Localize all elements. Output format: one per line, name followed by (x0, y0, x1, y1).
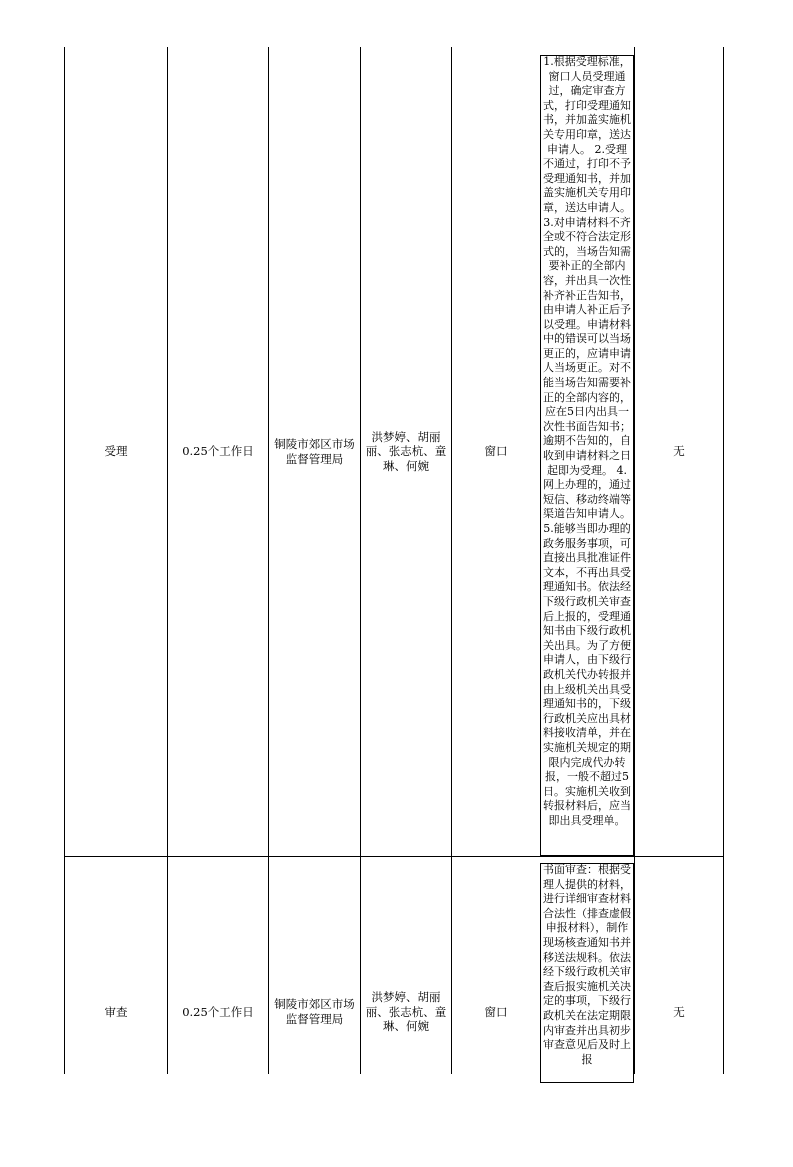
grid-line (723, 47, 724, 1074)
time-cell: 0.25个工作日 (182, 1004, 254, 1019)
method-cell: 窗口 (484, 444, 508, 459)
desc-cell: 书面审查：根据受理人提供的材料，进行详细审查材料合法性（排查虚假申报材料），制作现场核查通知书并移送法规科。依法经下级行政机关审查后报实施机关决定的事项，下级行政机关在法定期限内审查并出具初步审查意见后及时上报 (543, 863, 631, 1066)
desc-cell: 1.根据受理标准，窗口人员受理通过，确定审查方式，打印受理通知书，并加盖实施机关专用印章，送达申请人。 2.受理不通过，打印不予受理通知书，并加盖实施机关专用印章，送达申请人。 3.对申请材料不齐全或不符合法定形式的，当场告知需要补正的全部内容，并出具一次性补齐补正告知书，由申请人补正后予以受理。申请材料中的错误可以当场更正的，应请申请人当场更正。对不能当场告知需要补正的全部内容的，应在5日内出具一次性书面告知书；逾期不告知的，自收到申请材料之日起即为受理。 4.网上办理的，通过短信、移动终端等渠道告知申请人。 5.能够当即办理的政务服务事项，可直接出具批准证件文本，不再出具受理通知书。依法经下级行政机关审查后上报的，受理通知书由下级行政机关出具。为了方便申请人，由下级行政机关代办转报并由上级机关出具受理通知书的，下级行政机关应出具材料接收清单，并在实施机关规定的期限内完成代办转报，一般不超过5日。实施机关收到转报材料后，应当即出具受理单。 (543, 55, 631, 827)
staff-cell: 洪梦婷、胡丽丽、张志杭、童琳、何婉 (365, 990, 447, 1034)
method-cell: 窗口 (484, 1004, 508, 1019)
step-cell: 审查 (104, 1004, 128, 1019)
dept-cell: 铜陵市郊区市场监督管理局 (274, 997, 355, 1026)
staff-cell: 洪梦婷、胡丽丽、张志杭、童琳、何婉 (365, 429, 447, 473)
step-cell: 受理 (104, 444, 128, 459)
result-cell: 无 (673, 444, 685, 459)
time-cell: 0.25个工作日 (182, 444, 254, 459)
dept-cell: 铜陵市郊区市场监督管理局 (274, 436, 355, 466)
result-cell: 无 (673, 1004, 685, 1019)
